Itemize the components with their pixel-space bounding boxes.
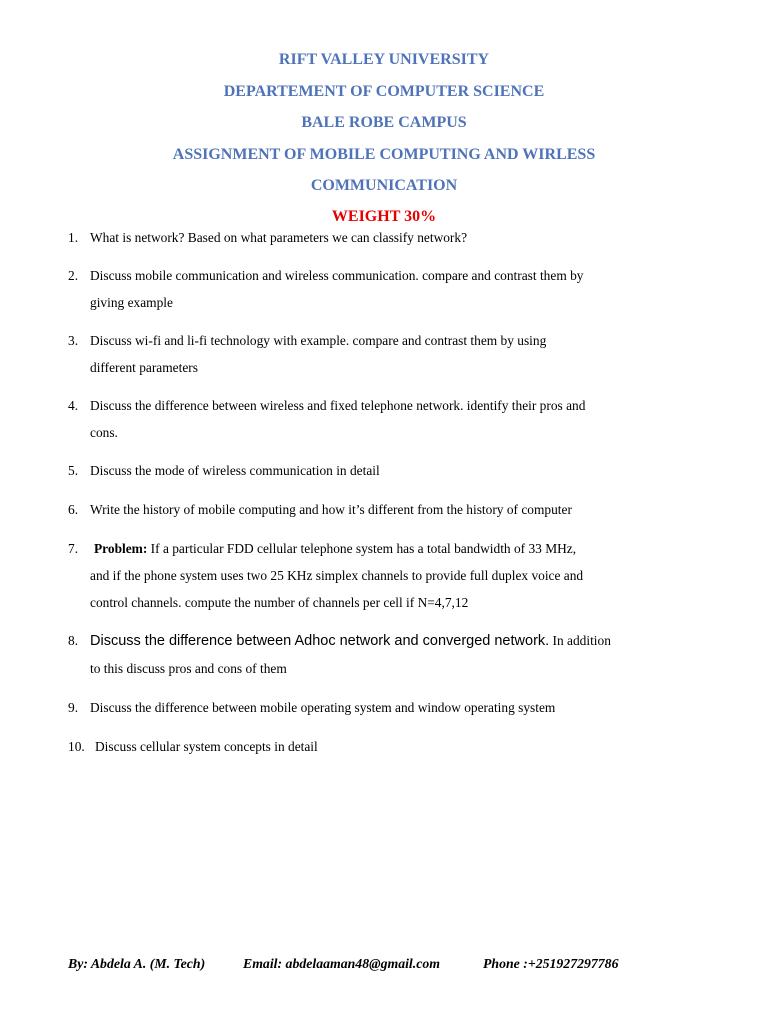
question-number: 2. [68,268,79,283]
question-text: Discuss wi-fi and li-fi technology with example. compare and contrast them by using different parameters [90,333,547,375]
question-number: 4. [68,398,79,413]
question-text: Discuss the difference between Adhoc network and converged network. In addition to this discuss pros and cons of them [90,633,611,676]
question-lead-text: Discuss the difference between Adhoc network and converged network. [90,633,550,649]
question-number: 6. [68,502,79,517]
question-number: 7. [68,541,79,556]
question-text: Discuss the mode of wireless communication in detail [90,463,380,478]
author-phone: Phone :+251927297786 [483,956,619,971]
question-text: Discuss mobile communication and wireless communication. compare and contrast them by giving example [90,268,584,310]
question-number: 1. [68,230,79,245]
question-text: Discuss the difference between mobile operating system and window operating system [90,700,556,715]
question-number: 3. [68,333,79,348]
question-text: What is network? Based on what parameters we can classify network? [90,230,468,245]
assignment-title-line1: ASSIGNMENT OF MOBILE COMPUTING AND WIRLESS [172,145,596,163]
author-email: Email: abdelaaman48@gmail.com [243,956,440,971]
question-number: 8. [68,633,79,648]
author-credit: By: Abdela A. (M. Tech) [68,956,206,971]
assignment-title-line2: COMMUNICATION [310,177,458,194]
question-number: 9. [68,700,79,715]
question-text: Problem: If a particular FDD cellular telephone system has a total bandwidth of 33 MHz, and if the phone system uses two 25 KHz simplex channels to provide full duplex voice and control channels. compute the number of channels per cell if N=4,7,12 [90,541,584,610]
problem-label: Problem: [94,541,148,556]
question-text: Discuss the difference between wireless and fixed telephone network. identify their pros and cons. [90,398,586,440]
question-number: 10. [68,739,85,754]
university-name: RIFT VALLEY UNIVERSITY [278,51,490,68]
question-number: 5. [68,463,79,478]
weight-label: WEIGHT 30% [331,207,437,225]
campus-name: BALE ROBE CAMPUS [301,114,467,131]
question-text: Write the history of mobile computing and how it’s different from the history of computer [90,502,572,517]
question-text: Discuss cellular system concepts in detail [95,739,318,754]
department-name: DEPARTEMENT OF COMPUTER SCIENCE [223,82,545,100]
